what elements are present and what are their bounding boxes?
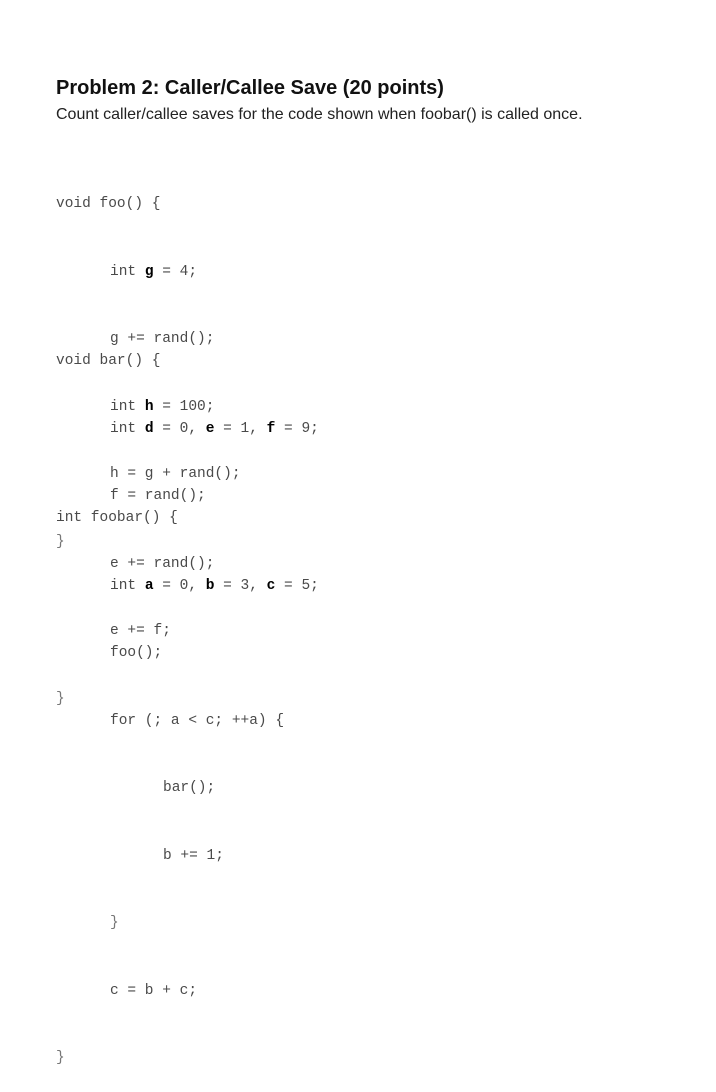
code-text: = 1, xyxy=(214,420,267,437)
var-b: b xyxy=(205,577,215,594)
code-line-foobar-for: for (; a < c; ++a) { xyxy=(110,712,285,729)
code-line-foobar-c-assign: c = b + c; xyxy=(110,982,198,999)
code-text: = 9; xyxy=(275,420,319,437)
code-line-bar-e-add-rand: e += rand(); xyxy=(110,555,215,572)
code-line-foobar-signature: int foobar() { xyxy=(56,510,178,526)
code-line-bar-decl xyxy=(56,418,319,441)
var-e: e xyxy=(205,420,215,437)
code-line-foo-signature: void foo() { xyxy=(56,196,161,212)
code-line-foobar-call-foo: foo(); xyxy=(110,645,163,661)
code-line-bar-e-add-f: e += f; xyxy=(110,623,171,639)
code-line-foobar-close: } xyxy=(56,1050,65,1066)
code-line-bar-f-assign: f = rand(); xyxy=(110,488,206,504)
var-c: c xyxy=(266,577,276,594)
code-text: = 5; xyxy=(275,577,319,594)
code-line-foo-h-assign: h = g + rand(); xyxy=(110,466,241,482)
var-d: d xyxy=(144,420,154,437)
problem-title: Problem 2: Caller/Callee Save (20 points) xyxy=(56,77,444,99)
code-line-foo-decl-g xyxy=(56,261,241,284)
code-line-foo-close: } xyxy=(56,533,65,550)
code-text: = 3, xyxy=(214,577,267,594)
code-line-bar-signature: void bar() { xyxy=(56,353,161,369)
code-text: = 100; xyxy=(153,398,215,415)
code-text: int xyxy=(110,577,145,594)
var-h: h xyxy=(144,398,154,415)
code-line-foobar-call-bar: bar(); xyxy=(163,780,216,796)
code-text: int xyxy=(110,398,145,415)
code-line-bar-close: } xyxy=(56,690,65,707)
code-text: = 4; xyxy=(153,263,198,280)
code-block-foobar xyxy=(56,462,319,1092)
problem-instructions: Count caller/callee saves for the code shown when foobar() is called once. xyxy=(56,106,583,123)
code-text: int xyxy=(110,263,145,280)
code-line-foo-g-add: g += rand(); xyxy=(110,331,215,347)
var-g: g xyxy=(144,263,154,280)
code-text: int xyxy=(110,420,145,437)
code-line-foobar-decl xyxy=(56,575,319,598)
code-line-foobar-b-add: b += 1; xyxy=(163,847,224,864)
code-line-foobar-for-close: } xyxy=(110,915,119,931)
code-text: = 0, xyxy=(153,577,206,594)
code-text: = 0, xyxy=(153,420,206,437)
var-a: a xyxy=(144,577,154,594)
var-f: f xyxy=(266,420,276,437)
